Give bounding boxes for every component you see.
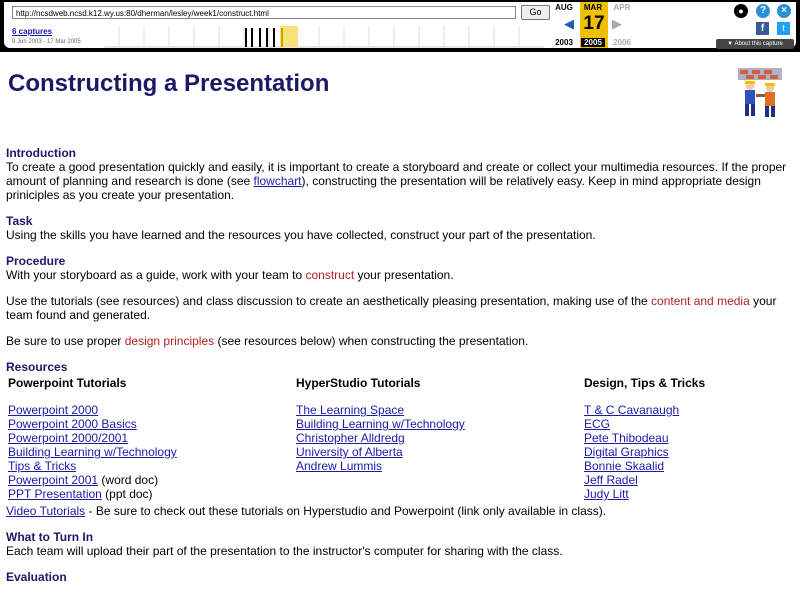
wayback-date-range: 9 Jun 2003 - 17 Mar 2005 <box>12 39 81 45</box>
list-item <box>296 403 465 417</box>
wayback-current-day: 17 <box>583 13 605 34</box>
resources-heading: Resources <box>6 360 68 374</box>
list-item <box>8 403 177 417</box>
main-content <box>6 146 796 584</box>
list-item <box>8 459 177 473</box>
resource-link[interactable]: Jeff Radel <box>584 473 638 487</box>
wayback-url-input[interactable]: http://ncsdweb.ncsd.k12.wy.us:80/dherman/lesley/week1/construct.html <box>12 6 516 19</box>
help-icon[interactable]: ? <box>756 4 770 18</box>
list-item <box>296 445 465 459</box>
list-item <box>8 445 177 459</box>
introduction-paragraph: To create a good presentation quickly and easily, it is important to create a storyboard and create or collect your multimedia resources. If the proper amount of planning and research is done (see flowchart), constructing the presentation will be relatively easy. Keep in mind appropriate design priniciples as you create your presentation. <box>6 160 787 202</box>
resource-link[interactable]: Powerpoint 2000 Basics <box>8 417 137 431</box>
wayback-prev-year[interactable]: 2003 <box>555 38 573 47</box>
list-item <box>584 473 705 487</box>
list-item <box>584 459 705 473</box>
close-icon[interactable]: × <box>777 4 791 18</box>
content-and-media-link[interactable]: content and media <box>651 294 750 308</box>
powerpoint-tutorials-column <box>8 376 177 501</box>
resource-link[interactable]: Digital Graphics <box>584 445 669 459</box>
wayback-toolbar-panel <box>4 2 796 48</box>
list-item <box>584 431 705 445</box>
wayback-prev-month[interactable]: AUG <box>555 3 573 12</box>
resource-link[interactable]: ECG <box>584 417 611 431</box>
list-item <box>584 417 705 431</box>
list-item <box>296 417 465 431</box>
user-icon[interactable]: ● <box>734 4 748 18</box>
evaluation-heading: Evaluation <box>6 570 67 584</box>
list-item <box>8 417 177 431</box>
introduction-heading: Introduction <box>6 146 76 160</box>
construction-workers-icon <box>734 64 786 120</box>
column-heading: HyperStudio Tutorials <box>296 376 421 390</box>
resource-link[interactable]: Powerpoint 2000/2001 <box>8 431 129 445</box>
wayback-next-year: 2006 <box>613 38 631 47</box>
list-item <box>296 459 465 473</box>
resource-link[interactable]: Bonnie Skaalid <box>584 459 665 473</box>
wayback-toolbar <box>0 0 800 52</box>
column-heading: Design, Tips & Tricks <box>584 376 706 390</box>
column-heading: Powerpoint Tutorials <box>8 376 127 390</box>
procedure-paragraph-2: Use the tutorials (see resources) and class discussion to create an aesthetically pleasing presentation, making use of the content and media your team found and generated. <box>6 294 777 322</box>
flowchart-link[interactable]: flowchart <box>253 174 302 188</box>
procedure-paragraph-1: With your storyboard as a guide, work with your team to construct your presentation. <box>6 268 454 282</box>
list-item <box>584 487 705 501</box>
wayback-current-month: MAR <box>583 3 603 12</box>
task-heading: Task <box>6 214 33 228</box>
resource-link[interactable]: University of Alberta <box>296 445 403 459</box>
list-item: Powerpoint 2001 (word doc) <box>8 473 159 487</box>
construct-link[interactable]: construct <box>305 268 355 282</box>
resource-link[interactable]: Christopher Alldredg <box>296 431 405 445</box>
hyperstudio-tutorials-column <box>296 376 465 473</box>
task-paragraph: Using the skills you have learned and the resources you have collected, construct your part of the presentation. <box>6 228 596 242</box>
resource-link[interactable]: The Learning Space <box>296 403 405 417</box>
resource-link[interactable]: Tips & Tricks <box>8 459 77 473</box>
procedure-paragraph-3: Be sure to use proper design principles (see resources below) when constructing the presentation. <box>6 334 529 348</box>
list-item <box>296 431 465 445</box>
wayback-captures-link[interactable]: 6 captures <box>12 27 53 36</box>
procedure-heading: Procedure <box>6 254 66 268</box>
wayback-current-year: 2005 <box>581 38 605 47</box>
list-item <box>8 431 177 445</box>
resource-link[interactable]: Building Learning w/Technology <box>8 445 177 459</box>
twitter-icon[interactable]: t <box>777 22 790 35</box>
resources-columns <box>6 376 796 504</box>
video-tutorials-paragraph: Video Tutorials - Be sure to check out these tutorials on Hyperstudio and Powerpoint (link only available in class). <box>6 504 607 518</box>
wayback-prev-capture-icon[interactable]: ◀ <box>564 16 574 31</box>
design-tips-column <box>584 376 705 501</box>
resource-link[interactable]: T & C Cavanaugh <box>584 403 680 417</box>
page-title: Constructing a Presentation <box>8 70 330 97</box>
wayback-next-month: APR <box>613 3 631 12</box>
resource-link[interactable]: Building Learning w/Technology <box>296 417 465 431</box>
turn-in-heading: What to Turn In <box>6 530 94 544</box>
wayback-next-capture-icon: ▶ <box>612 16 622 31</box>
list-item: PPT Presentation (ppt doc) <box>8 487 153 501</box>
wayback-about-capture-button[interactable]: ▼ About this capture <box>716 39 794 49</box>
video-tutorials-link[interactable]: Video Tutorials <box>6 504 86 518</box>
resource-link[interactable]: Judy Litt <box>584 487 629 501</box>
resource-link[interactable]: Andrew Lummis <box>296 459 383 473</box>
resource-link[interactable]: PPT Presentation <box>8 487 102 501</box>
resource-link[interactable]: Pete Thibodeau <box>584 431 669 445</box>
turn-in-paragraph: Each team will upload their part of the presentation to the instructor's computer for sharing with the class. <box>6 544 563 558</box>
facebook-icon[interactable]: f <box>756 22 769 35</box>
design-principles-link[interactable]: design principles <box>124 334 215 348</box>
resource-link[interactable]: Powerpoint 2000 <box>8 403 99 417</box>
wayback-go-button[interactable]: Go <box>521 5 550 20</box>
list-item <box>584 403 705 417</box>
list-item <box>584 445 705 459</box>
wayback-capture-sparkline[interactable] <box>104 26 544 48</box>
resource-link[interactable]: Powerpoint 2001 <box>8 473 99 487</box>
